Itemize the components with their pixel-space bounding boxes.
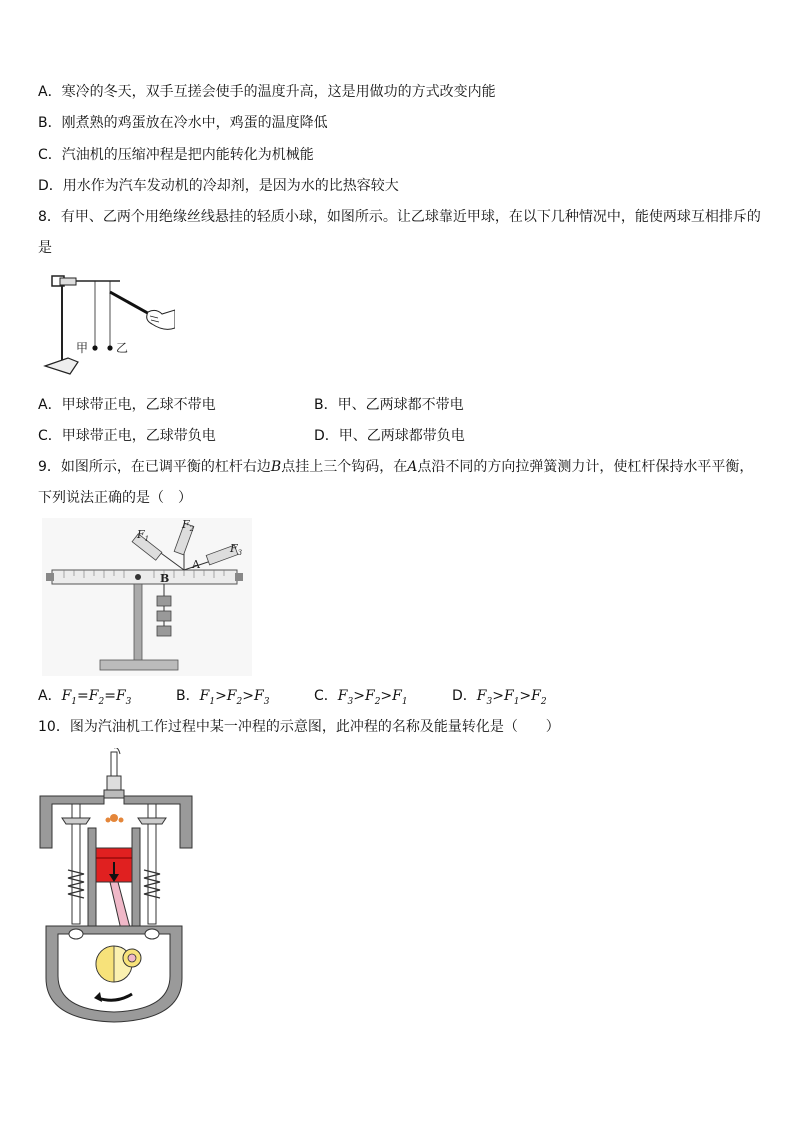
q7-option-a: A．寒冷的冬天，双手互搓会使手的温度升高，这是用做功的方式改变内能 (38, 84, 496, 100)
q9-option-d-prefix: D． (452, 688, 477, 704)
q10-stem: 10．图为汽油机工作过程中某一冲程的示意图，此冲程的名称及能量转化是（ ） (38, 719, 560, 735)
point-label-a: A (192, 558, 200, 571)
q8-option-d: D．甲、乙两球都带负电 (314, 428, 465, 444)
point-label-b: B (160, 572, 170, 585)
force-label-f2: $F_2$ (182, 518, 195, 533)
q8-option-c: C．甲球带正电，乙球带负电 (38, 428, 216, 444)
q8-stem-cont: 是 (38, 240, 52, 256)
q8-stem: 8．有甲、乙两个用绝缘丝线悬挂的轻质小球，如图所示。让乙球靠近甲球，在以下几种情况中，能使两球互相排斥的 (38, 209, 761, 225)
q9-stem-part1: 9．如图所示，在已调平衡的杠杆右边 (38, 459, 271, 475)
q7-option-c: C．汽油机的压缩冲程是把内能转化为机械能 (38, 147, 314, 163)
q9-option-b (176, 686, 269, 712)
q9-option-d-expr: $F_3>F_1>F_2$ (476, 688, 547, 707)
ball-label-yi: 乙 (116, 341, 129, 355)
q9-stem-cont: 下列说法正确的是（ ） (38, 490, 192, 506)
hanging-balls-figure (40, 270, 175, 382)
q9-option-c-expr: $F_3>F_2>F_1$ (337, 688, 408, 707)
q9-option-c-prefix: C． (314, 688, 338, 704)
q9-option-d (452, 686, 547, 712)
q9-option-a-prefix: A． (38, 688, 62, 704)
engine-stroke-figure (36, 748, 196, 1026)
q9-option-c (314, 686, 408, 712)
force-label-f1: $F_1$ (137, 528, 150, 543)
q9-stem-part2: 点挂上三个钩码，在 (281, 459, 408, 475)
force-label-f3: $F_3$ (230, 542, 243, 557)
q9-point-b: B (270, 459, 282, 475)
q9-stem-part3: 点沿不同的方向拉弹簧测力计，使杠杆保持水平平衡， (417, 459, 754, 475)
q9-option-a-expr: $F_1=F_2=F_3$ (61, 688, 132, 707)
q7-option-d: D．用水作为汽车发动机的冷却剂，是因为水的比热容较大 (38, 178, 399, 194)
q9-option-b-prefix: B． (176, 688, 200, 704)
q8-option-b: B．甲、乙两球都不带电 (314, 397, 464, 413)
q9-option-a (38, 686, 131, 712)
q9-stem (38, 457, 753, 477)
lever-balance-figure (42, 518, 252, 676)
q8-option-a: A．甲球带正电，乙球不带电 (38, 397, 216, 413)
q9-option-b-expr: $F_1>F_2>F_3$ (199, 688, 270, 707)
q7-option-b: B．刚煮熟的鸡蛋放在冷水中，鸡蛋的温度降低 (38, 115, 328, 131)
ball-label-jia: 甲 (76, 341, 89, 355)
q9-point-a: A (407, 459, 418, 475)
